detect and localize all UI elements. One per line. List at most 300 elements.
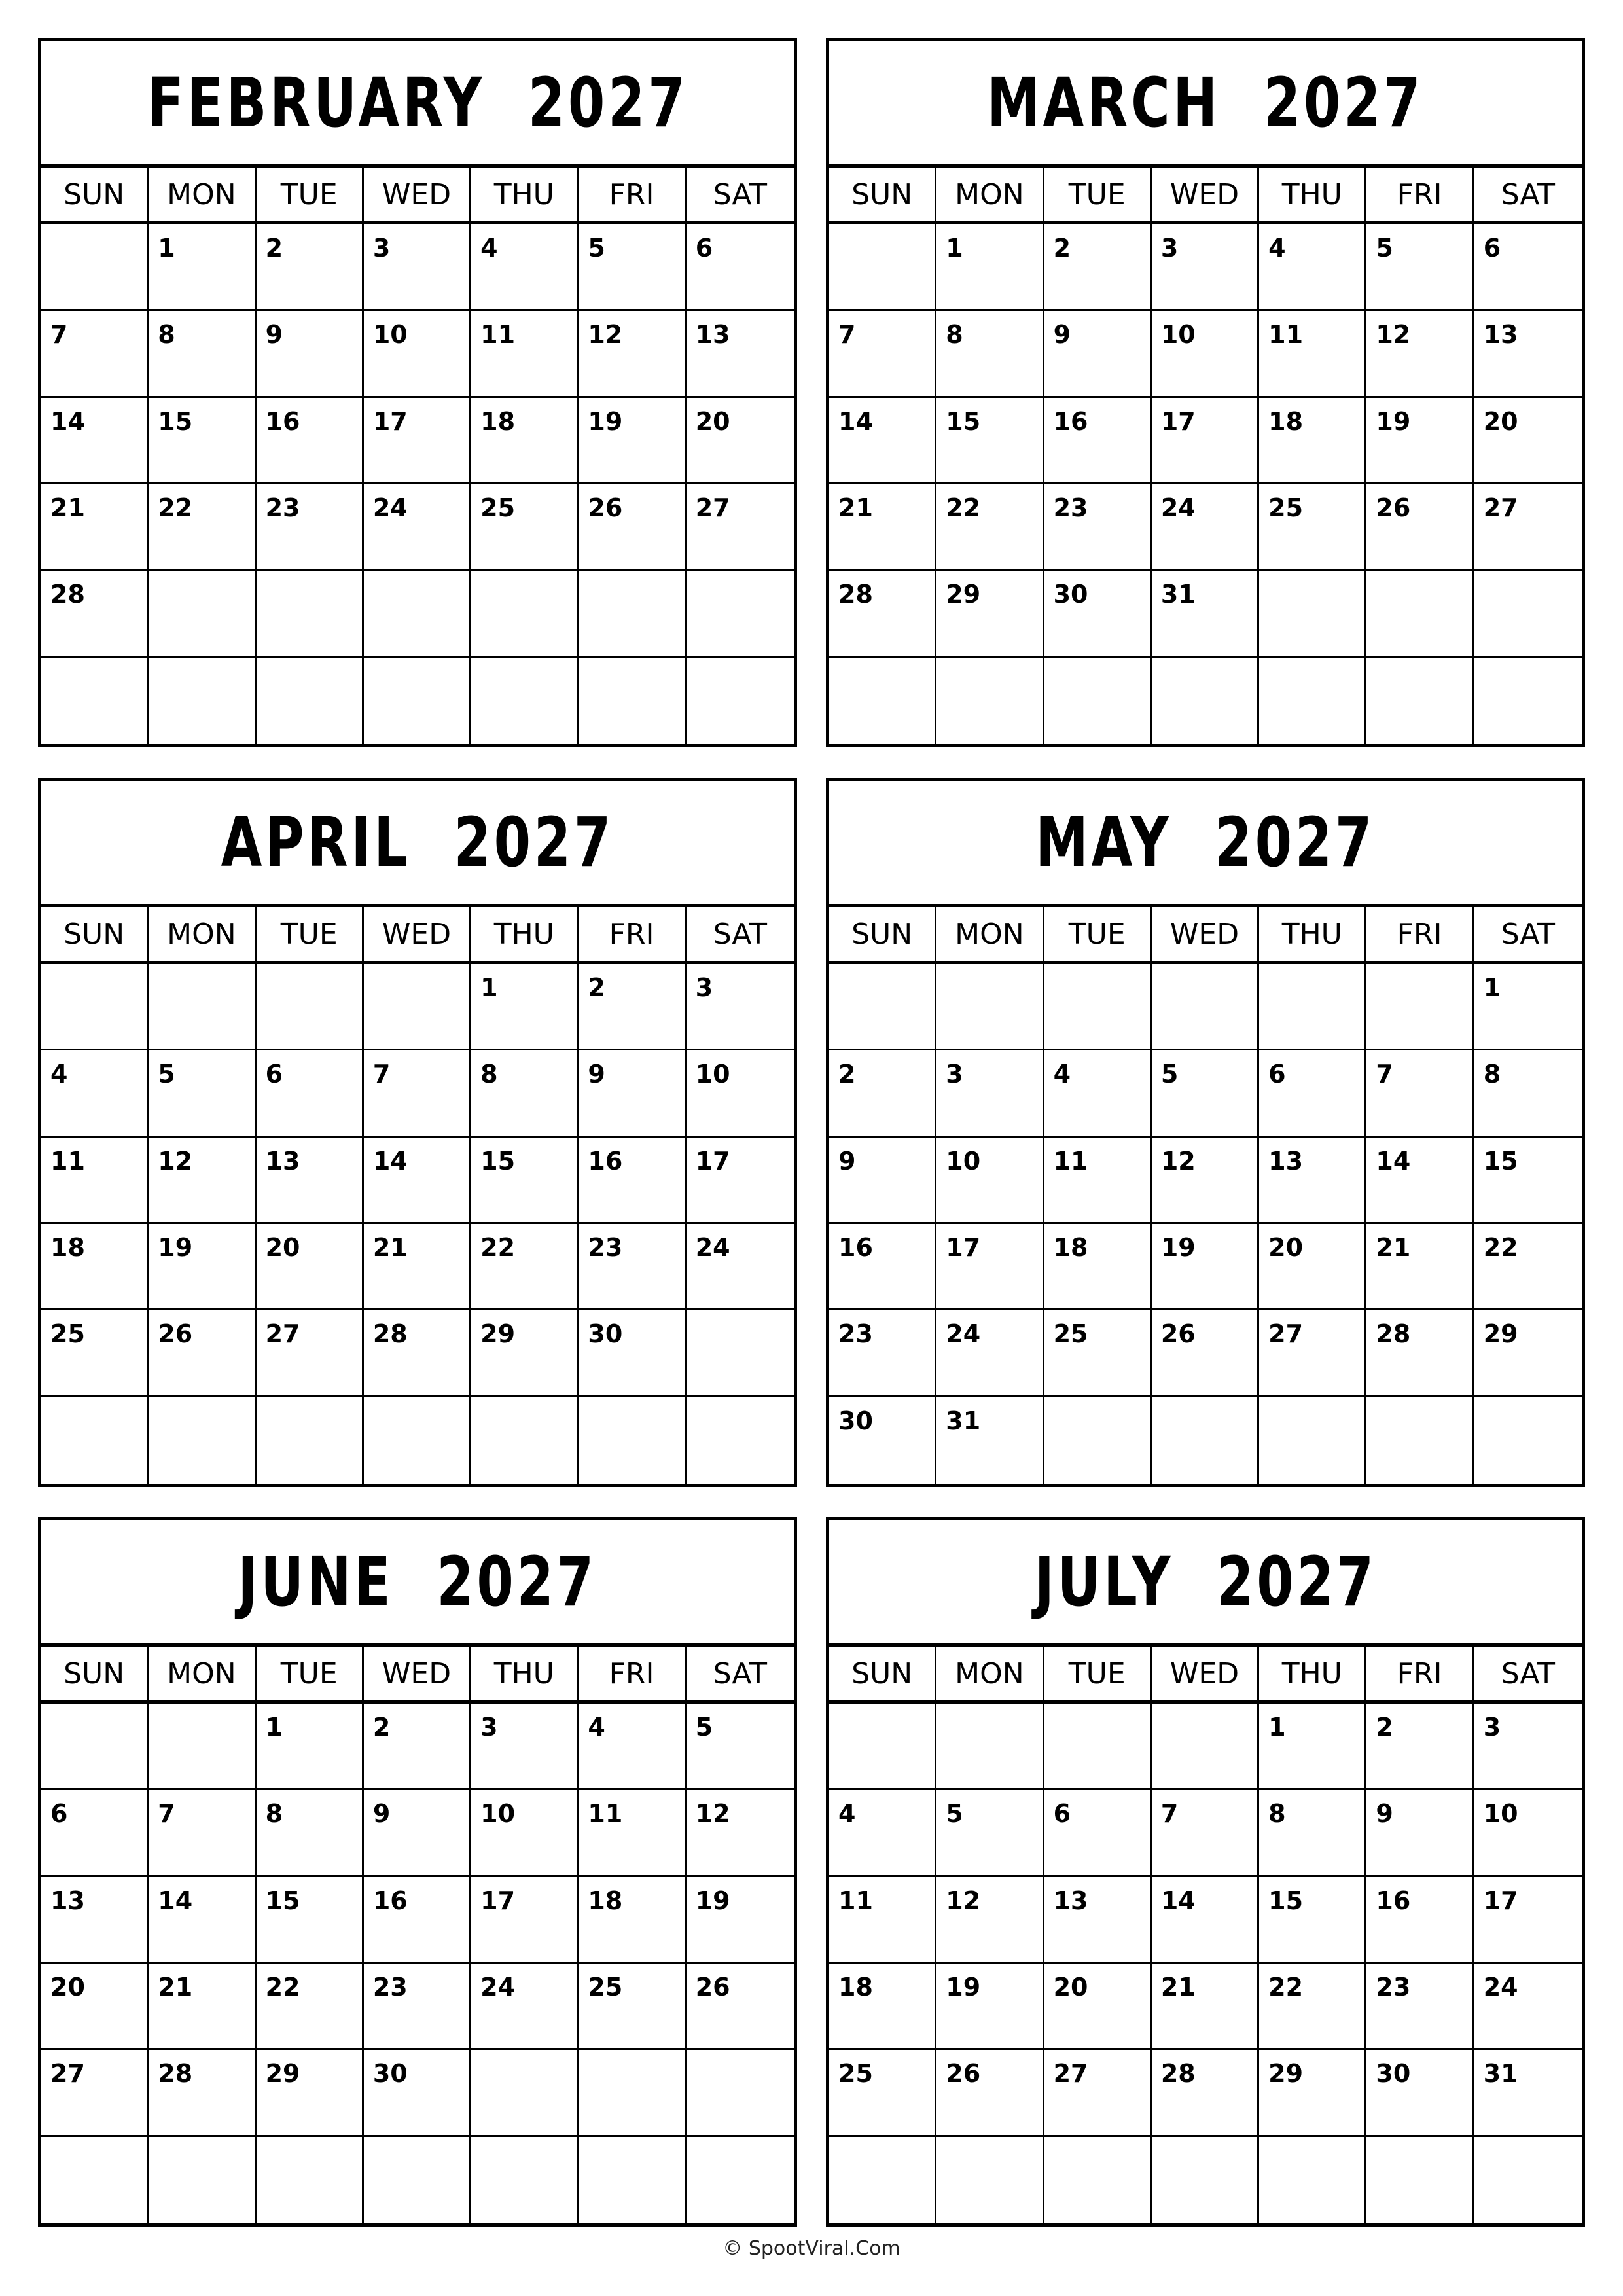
day-number: 3 xyxy=(480,1713,498,1742)
day-number: 15 xyxy=(1268,1886,1304,1915)
day-cell xyxy=(936,1964,1044,2050)
day-number: 10 xyxy=(695,1060,730,1089)
day-cell xyxy=(1366,1138,1474,1224)
day-cell xyxy=(1259,1790,1366,1876)
day-cell xyxy=(1259,571,1366,657)
day-number: 24 xyxy=(1483,1972,1518,2001)
day-number: 15 xyxy=(946,406,981,436)
day-cell xyxy=(364,1964,471,2050)
day-cell xyxy=(936,658,1044,744)
day-cell xyxy=(1152,484,1259,571)
day-number: 30 xyxy=(1376,2059,1411,2089)
day-number: 4 xyxy=(1053,1060,1071,1089)
day-number: 24 xyxy=(1160,493,1196,522)
day-number: 5 xyxy=(1160,1060,1179,1089)
day-cell xyxy=(579,1964,686,2050)
day-number: 26 xyxy=(588,493,623,522)
day-cell xyxy=(936,1704,1044,1790)
weekday-label: THU xyxy=(1259,907,1366,961)
day-cell xyxy=(149,1050,256,1137)
day-number: 23 xyxy=(1053,493,1088,522)
day-cell xyxy=(1259,1704,1366,1790)
day-number: 26 xyxy=(1160,1319,1196,1349)
day-number: 20 xyxy=(50,1972,85,2001)
day-cell xyxy=(1474,1050,1582,1137)
day-number: 10 xyxy=(946,1146,981,1175)
day-cell xyxy=(1044,1310,1152,1397)
day-cell xyxy=(149,224,256,311)
day-cell xyxy=(41,1877,149,1964)
day-cell xyxy=(936,571,1044,657)
weekday-label: MON xyxy=(936,168,1044,221)
day-cell xyxy=(1152,224,1259,311)
day-cell xyxy=(471,224,579,311)
day-cell xyxy=(1044,1877,1152,1964)
day-number: 14 xyxy=(158,1886,193,1915)
day-cell xyxy=(1366,1790,1474,1876)
weekday-header-row xyxy=(829,907,1582,964)
day-cell xyxy=(149,1310,256,1397)
day-number: 8 xyxy=(946,320,963,350)
day-cell xyxy=(936,484,1044,571)
day-cell xyxy=(579,311,686,397)
day-number: 27 xyxy=(50,2059,85,2089)
day-number: 1 xyxy=(265,1713,283,1742)
day-cell xyxy=(829,1310,936,1397)
weekday-label: SUN xyxy=(829,168,936,221)
day-cell xyxy=(149,1138,256,1224)
day-cell xyxy=(1474,484,1582,571)
day-cell xyxy=(687,1790,794,1876)
day-number: 7 xyxy=(50,320,68,350)
day-cell xyxy=(829,1964,936,2050)
days-grid xyxy=(829,1704,1582,2223)
day-number: 14 xyxy=(372,1146,408,1175)
day-number: 25 xyxy=(1053,1319,1088,1349)
day-number: 2 xyxy=(265,234,283,262)
weekday-label: SAT xyxy=(1501,177,1555,211)
day-number: 25 xyxy=(480,493,516,522)
day-number: 23 xyxy=(588,1232,623,1262)
day-number: 15 xyxy=(158,406,193,436)
day-cell xyxy=(1259,2137,1366,2223)
day-number: 18 xyxy=(1268,406,1304,436)
day-cell xyxy=(579,1310,686,1397)
day-cell xyxy=(1366,658,1474,744)
month-calendar xyxy=(826,1517,1585,2227)
month-calendar xyxy=(38,778,797,1487)
day-cell xyxy=(1044,1964,1152,2050)
day-cell xyxy=(829,964,936,1050)
day-cell xyxy=(1152,1704,1259,1790)
day-cell xyxy=(687,224,794,311)
weekday-label: FRI xyxy=(1366,168,1474,221)
day-number: 4 xyxy=(50,1060,68,1089)
day-cell xyxy=(1474,398,1582,484)
day-cell xyxy=(471,1050,579,1137)
day-cell xyxy=(471,571,579,657)
day-cell xyxy=(1152,311,1259,397)
day-number: 18 xyxy=(588,1886,623,1915)
day-number: 30 xyxy=(838,1406,873,1435)
day-cell xyxy=(936,1224,1044,1310)
day-number: 11 xyxy=(1268,320,1304,350)
weekday-label: TUE xyxy=(257,1647,364,1700)
day-cell xyxy=(829,398,936,484)
day-cell xyxy=(471,398,579,484)
day-number: 3 xyxy=(372,234,391,262)
day-number: 30 xyxy=(1053,580,1088,609)
day-cell xyxy=(364,1224,471,1310)
day-number: 21 xyxy=(838,493,873,522)
weekday-label: FRI xyxy=(1366,907,1474,961)
day-cell xyxy=(149,1224,256,1310)
day-number: 25 xyxy=(50,1319,85,1349)
month-title xyxy=(41,41,794,168)
day-cell xyxy=(936,224,1044,311)
day-number: 22 xyxy=(265,1972,300,2001)
day-number: 21 xyxy=(1160,1972,1196,2001)
day-number: 10 xyxy=(1160,320,1196,350)
day-number: 27 xyxy=(265,1319,300,1349)
weekday-label: WED xyxy=(1152,907,1259,961)
day-number: 9 xyxy=(838,1146,856,1175)
day-cell xyxy=(579,224,686,311)
day-cell xyxy=(579,571,686,657)
day-cell xyxy=(41,1964,149,2050)
weekday-label: WED xyxy=(364,168,471,221)
day-number: 28 xyxy=(838,580,873,609)
day-cell xyxy=(936,1790,1044,1876)
day-number: 14 xyxy=(1160,1886,1196,1915)
day-number: 28 xyxy=(1160,2059,1196,2089)
day-cell xyxy=(1474,1310,1582,1397)
day-cell xyxy=(41,1050,149,1137)
day-number: 19 xyxy=(946,1972,981,2001)
day-cell xyxy=(687,1138,794,1224)
day-number: 1 xyxy=(158,234,175,262)
day-number: 24 xyxy=(946,1319,981,1349)
day-cell xyxy=(579,1397,686,1484)
day-number: 28 xyxy=(372,1319,408,1349)
day-cell xyxy=(1366,1877,1474,1964)
day-cell xyxy=(364,1704,471,1790)
day-cell xyxy=(149,964,256,1050)
day-number: 6 xyxy=(50,1799,68,1829)
day-cell xyxy=(1366,1224,1474,1310)
day-cell xyxy=(257,1138,364,1224)
day-cell xyxy=(1152,571,1259,657)
day-number: 13 xyxy=(50,1886,85,1915)
day-number: 2 xyxy=(372,1713,391,1742)
day-number: 10 xyxy=(372,320,408,350)
day-cell xyxy=(1044,1790,1152,1876)
weekday-label: SUN xyxy=(41,168,149,221)
day-cell xyxy=(1044,1138,1152,1224)
day-cell xyxy=(1259,1138,1366,1224)
day-cell xyxy=(1366,1310,1474,1397)
day-cell xyxy=(41,1224,149,1310)
days-grid xyxy=(41,964,794,1484)
day-cell xyxy=(579,658,686,744)
day-number: 17 xyxy=(946,1232,981,1262)
month-title-text: JUNE 2027 xyxy=(238,1542,597,1622)
day-number: 12 xyxy=(158,1146,193,1175)
day-cell xyxy=(1474,1964,1582,2050)
day-cell xyxy=(149,2137,256,2223)
day-cell xyxy=(41,398,149,484)
day-cell xyxy=(149,1877,256,1964)
day-number: 6 xyxy=(1268,1060,1286,1089)
day-cell xyxy=(687,1310,794,1397)
day-cell xyxy=(1366,2050,1474,2136)
weekday-label: WED xyxy=(364,1647,471,1700)
day-cell xyxy=(364,1790,471,1876)
weekday-label: TUE xyxy=(1044,907,1152,961)
day-cell xyxy=(829,1790,936,1876)
day-number: 30 xyxy=(588,1319,623,1349)
day-number: 25 xyxy=(838,2059,873,2089)
day-cell xyxy=(257,1790,364,1876)
day-cell xyxy=(1152,1877,1259,1964)
day-cell xyxy=(579,1877,686,1964)
month-title xyxy=(829,1520,1582,1647)
day-number: 1 xyxy=(1268,1713,1286,1742)
day-number: 28 xyxy=(158,2059,193,2089)
weekday-label: SAT xyxy=(713,917,767,951)
day-cell xyxy=(1366,1050,1474,1137)
day-cell xyxy=(829,1877,936,1964)
day-cell xyxy=(41,571,149,657)
day-number: 3 xyxy=(1160,234,1179,262)
day-cell xyxy=(687,1964,794,2050)
weekday-label: FRI xyxy=(579,1647,686,1700)
day-cell xyxy=(1474,1877,1582,1964)
day-number: 19 xyxy=(158,1232,193,1262)
day-cell xyxy=(257,1310,364,1397)
day-number: 16 xyxy=(1376,1886,1411,1915)
day-cell xyxy=(829,2050,936,2136)
day-number: 14 xyxy=(838,406,873,436)
weekday-label: FRI xyxy=(579,907,686,961)
day-cell xyxy=(1474,1224,1582,1310)
day-number: 4 xyxy=(480,234,498,262)
day-cell xyxy=(1474,658,1582,744)
day-number: 23 xyxy=(838,1319,873,1349)
day-number: 10 xyxy=(480,1799,516,1829)
day-cell xyxy=(579,2050,686,2136)
month-title-text: FEBRUARY 2027 xyxy=(147,63,688,143)
day-number: 17 xyxy=(372,406,408,436)
day-number: 23 xyxy=(265,493,300,522)
day-number: 7 xyxy=(158,1799,175,1829)
day-cell xyxy=(149,1790,256,1876)
day-cell xyxy=(364,1877,471,1964)
month-calendar xyxy=(38,1517,797,2227)
day-cell xyxy=(1259,1397,1366,1484)
day-number: 13 xyxy=(1268,1146,1304,1175)
day-cell xyxy=(1044,1050,1152,1137)
day-number: 26 xyxy=(158,1319,193,1349)
day-cell xyxy=(471,1310,579,1397)
day-number: 9 xyxy=(588,1060,605,1089)
weekday-label: WED xyxy=(1152,1647,1259,1700)
day-cell xyxy=(364,1050,471,1137)
day-cell xyxy=(1366,224,1474,311)
day-number: 29 xyxy=(265,2059,300,2089)
weekday-label: TUE xyxy=(257,168,364,221)
day-number: 2 xyxy=(838,1060,856,1089)
day-number: 21 xyxy=(158,1972,193,2001)
weekday-header-row xyxy=(829,1647,1582,1704)
day-cell xyxy=(1474,1397,1582,1484)
day-cell xyxy=(471,484,579,571)
month-calendar xyxy=(826,38,1585,747)
day-number: 29 xyxy=(480,1319,516,1349)
weekday-label: THU xyxy=(1259,168,1366,221)
day-number: 7 xyxy=(372,1060,391,1089)
day-cell xyxy=(1474,2137,1582,2223)
day-cell xyxy=(579,484,686,571)
day-cell xyxy=(1044,311,1152,397)
day-cell xyxy=(1044,571,1152,657)
day-cell xyxy=(1259,1224,1366,1310)
day-number: 16 xyxy=(588,1146,623,1175)
day-cell xyxy=(257,964,364,1050)
day-cell xyxy=(829,1050,936,1137)
weekday-label: WED xyxy=(1152,168,1259,221)
day-cell xyxy=(364,571,471,657)
day-number: 28 xyxy=(50,580,85,609)
day-number: 19 xyxy=(1160,1232,1196,1262)
day-cell xyxy=(1152,964,1259,1050)
day-cell xyxy=(364,1310,471,1397)
day-cell xyxy=(936,2137,1044,2223)
day-number: 12 xyxy=(1376,320,1411,350)
day-cell xyxy=(257,224,364,311)
day-cell xyxy=(687,1877,794,1964)
day-cell xyxy=(257,1050,364,1137)
weekday-label: FRI xyxy=(579,168,686,221)
day-cell xyxy=(1152,1224,1259,1310)
day-number: 20 xyxy=(1483,406,1518,436)
day-number: 18 xyxy=(50,1232,85,1262)
day-cell xyxy=(829,1397,936,1484)
day-number: 8 xyxy=(480,1060,498,1089)
day-number: 6 xyxy=(695,234,713,262)
day-number: 26 xyxy=(695,1972,730,2001)
day-cell xyxy=(364,1397,471,1484)
day-cell xyxy=(687,571,794,657)
day-cell xyxy=(1366,2137,1474,2223)
day-cell xyxy=(829,1224,936,1310)
day-cell xyxy=(936,398,1044,484)
day-cell xyxy=(364,1138,471,1224)
day-cell xyxy=(364,964,471,1050)
day-number: 23 xyxy=(1376,1972,1411,2001)
day-cell xyxy=(471,1877,579,1964)
day-cell xyxy=(687,658,794,744)
day-number: 14 xyxy=(1376,1146,1411,1175)
day-number: 19 xyxy=(588,406,623,436)
days-grid xyxy=(41,1704,794,2223)
day-cell xyxy=(1366,1704,1474,1790)
day-cell xyxy=(936,964,1044,1050)
day-number: 10 xyxy=(1483,1799,1518,1829)
weekday-label: SUN xyxy=(41,1647,149,1700)
day-cell xyxy=(1044,1397,1152,1484)
day-cell xyxy=(1474,1790,1582,1876)
weekday-label: TUE xyxy=(1044,168,1152,221)
day-cell xyxy=(687,1704,794,1790)
day-number: 7 xyxy=(1160,1799,1179,1829)
day-number: 3 xyxy=(695,973,713,1002)
day-cell xyxy=(1152,1310,1259,1397)
day-number: 21 xyxy=(372,1232,408,1262)
day-cell xyxy=(149,1397,256,1484)
month-title-text: MARCH 2027 xyxy=(987,63,1424,143)
day-number: 6 xyxy=(1483,234,1501,262)
day-number: 11 xyxy=(588,1799,623,1829)
day-number: 7 xyxy=(838,320,856,350)
day-number: 20 xyxy=(265,1232,300,1262)
day-number: 24 xyxy=(372,493,408,522)
weekday-label: SUN xyxy=(829,1647,936,1700)
weekday-label: FRI xyxy=(1366,1647,1474,1700)
day-number: 17 xyxy=(480,1886,516,1915)
day-number: 20 xyxy=(695,406,730,436)
day-number: 11 xyxy=(1053,1146,1088,1175)
day-cell xyxy=(1259,311,1366,397)
day-cell xyxy=(1366,571,1474,657)
day-cell xyxy=(1259,1877,1366,1964)
day-cell xyxy=(149,398,256,484)
day-cell xyxy=(687,1050,794,1137)
day-cell xyxy=(579,964,686,1050)
day-number: 3 xyxy=(1483,1713,1501,1742)
day-cell xyxy=(1044,964,1152,1050)
day-number: 2 xyxy=(1376,1713,1393,1742)
day-cell xyxy=(936,1877,1044,1964)
weekday-label: SAT xyxy=(713,177,767,211)
day-cell xyxy=(1474,2050,1582,2136)
day-number: 25 xyxy=(1268,493,1304,522)
day-cell xyxy=(471,1138,579,1224)
day-cell xyxy=(257,1964,364,2050)
day-number: 14 xyxy=(50,406,85,436)
day-number: 19 xyxy=(1376,406,1411,436)
day-cell xyxy=(1366,398,1474,484)
day-cell xyxy=(936,1050,1044,1137)
day-number: 4 xyxy=(1268,234,1286,262)
day-cell xyxy=(471,964,579,1050)
day-number: 21 xyxy=(1376,1232,1411,1262)
day-cell xyxy=(364,484,471,571)
day-number: 11 xyxy=(838,1886,873,1915)
day-number: 18 xyxy=(1053,1232,1088,1262)
day-number: 7 xyxy=(1376,1060,1393,1089)
day-cell xyxy=(41,658,149,744)
day-cell xyxy=(1259,1964,1366,2050)
day-cell xyxy=(687,484,794,571)
day-cell xyxy=(687,311,794,397)
day-number: 1 xyxy=(1483,973,1501,1002)
day-cell xyxy=(364,224,471,311)
weekday-header-row xyxy=(41,168,794,224)
weekday-label: MON xyxy=(149,1647,256,1700)
day-cell xyxy=(687,2137,794,2223)
day-number: 6 xyxy=(1053,1799,1071,1829)
